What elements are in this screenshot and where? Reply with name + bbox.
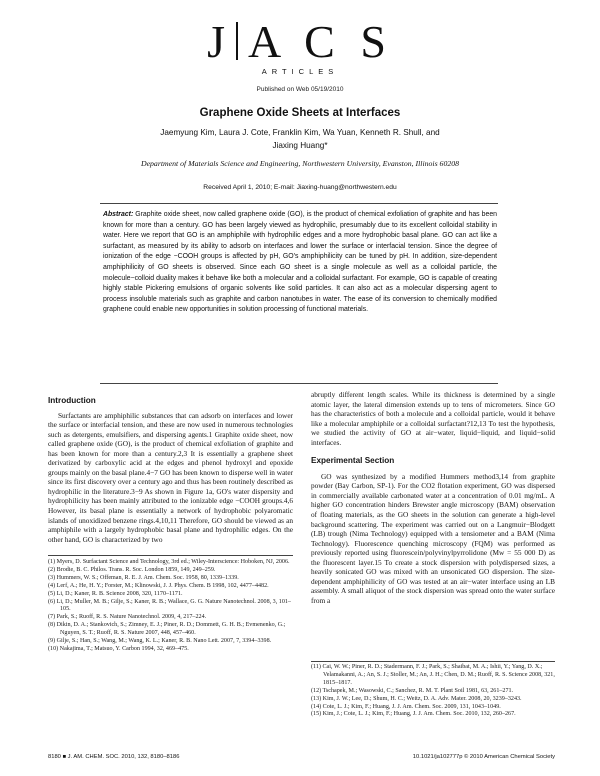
logo-left: J <box>207 16 232 67</box>
abstract-bottom-rule <box>100 383 498 384</box>
reference: (15) Kim, J.; Cote, L. J.; Kim, F.; Huang, J. J. Am. Chem. Soc. 2010, 132, 260–267. <box>311 711 516 718</box>
references-right <box>311 664 555 719</box>
right-column <box>311 390 555 605</box>
reference: (6) Li, D.; Muller, M. B.; Gilje, S.; Kaner, R. B.; Wallace, G. G. Nature Nanotechnol. 2008, 3, 101–105. <box>48 598 291 613</box>
continued-paragraph: abruptly different length scales. While its thickness is determined by a single atomic layer, the lateral dimension extends up to tens of micrometers. Since GO has the characteristics of both a molecule and a colloidal particle, would it behave like a molecular amphiphile or a colloidal surfactant?12,13 To test the hypothesis, we studied the activity of GO at air−water, liquid−liquid, and liquid−solid interfaces. <box>311 390 555 447</box>
reference: (8) Dikin, D. A.; Stankovich, S.; Zimney, E. J.; Piner, R. D.; Dommett, G. H. B.; Evmenenko, G.; Nguyen, S. T.; Ruoff, R. S. Nature 2007, 448, 457–460. <box>48 622 286 637</box>
experimental-heading: Experimental Section <box>311 456 395 466</box>
abstract-label: Abstract: <box>103 211 134 218</box>
references-rule-left <box>48 555 293 556</box>
section-label: ARTICLES <box>261 67 339 76</box>
logo-divider <box>236 22 238 60</box>
reference: (10) Nakajima, T.; Matsuo, Y. Carbon 1994, 32, 469–475. <box>48 645 189 652</box>
reference: (3) Hummers, W. S.; Offeman, R. E. J. Am. Chem. Soc. 1958, 80, 1339–1339. <box>48 574 239 581</box>
received-line: Received April 1, 2010; E-mail: Jiaxing-huang@northwestern.edu <box>203 184 397 191</box>
journal-logo <box>0 18 600 66</box>
abstract-body: Graphite oxide sheet, now called graphene oxide (GO), is the product of chemical exfoliation of graphite and has been known for more than a century. GO has been largely viewed as hydrophilic, presumably due to its excellent colloidal stability in water. Here we report that GO is an amphiphile with hydrophilic edges and a more hydrophobic basal plane. GO can act like a surfactant, as measured by its ability to adsorb on interfaces and lower the surface or interfacial tension. Since the degree of ionization of the edge −COOH groups is affected by pH, GO's amphiphilicity can be tuned by pH. In addition, size-dependent amphiphilicity of GO sheets is observed. Since each GO sheet is a single molecule as well as a colloidal particle, the molecule−colloid duality makes it behave like both a molecular and a colloidal surfactant. For example, GO is capable of creating highly stable Pickering emulsions of organic solvents like solid particles. It can also act as a molecular dispersing agent to process insoluble materials such as graphite and carbon nanotubes in water. The ease of its conversion to chemically modified graphene could enable new opportunities in solution processing of functional materials. <box>103 211 497 314</box>
footer-doi: 10.1021/ja102777p © 2010 American Chemical Society <box>412 754 555 760</box>
affiliation: Department of Materials Science and Engineering, Northwestern University, Evanston, Illinois 60208 <box>140 159 460 168</box>
article-title: Graphene Oxide Sheets at Interfaces <box>199 107 401 119</box>
reference: (11) Cai, W. W.; Piner, R. D.; Stadermann, F. J.; Park, S.; Shaibat, M. A.; Ishii, Y.; Yang, D. X.; Velamakanni, A.; An, S. J.; Stoller, M.; An, J. H.; Chen, D. M.; Ruoff, R. S. Science 2008, 321, 1815–1817. <box>311 664 555 686</box>
abstract-top-rule <box>100 203 498 204</box>
reference: (4) Lerf, A.; He, H. Y.; Forster, M.; Klinowski, J. J. Phys. Chem. B 1998, 102, 4477–4482. <box>48 582 269 589</box>
logo-right: A C S <box>247 16 393 67</box>
introduction-paragraph: Surfactants are amphiphilic substances that can adsorb on interfaces and lower the surface or interfacial tension, and these are now used in numerous technologies such as detergents, emulsifiers, and dispersing agents.1 Graphite oxide sheet, now called graphene oxide (GO), is the product of chemical exfoliation of graphite and has been known for more than a century.2,3 It is essentially a graphene sheet derivatized by carboxylic acid at the edges and phenol hydroxyl and epoxide groups mainly on the basal plane.4−7 GO has been known to disperse well in water since its first discovery over a century ago and thus has been routinely described as hydrophilic in the literature.3−9 As shown in Figure 1a, GO's water dispersity and hydrophilicity has been mainly attributed to the ionizable edge −COOH groups.4,6 However, its basal plane is essentially a network of hydrophobic polyaromatic islands of unoxidized benzene rings.4,10,11 Therefore, GO should be viewed as an amphiphile with a largely hydrophobic basal plane and hydrophilic edges. On the other hand, GO is characterized by two <box>48 410 293 544</box>
reference: (2) Brodie, B. C. Philos. Trans. R. Soc. London 1859, 149, 249–259. <box>48 566 216 573</box>
reference: (14) Cote, L. J.; Kim, F.; Huang, J. J. Am. Chem. Soc. 2009, 131, 1043–1049. <box>311 703 501 710</box>
reference: (13) Kim, J. W.; Lee, D.; Shum, H. C.; Weitz, D. A. Adv. Mater. 2008, 20, 3239–3243. <box>311 695 522 702</box>
reference: (1) Myers, D. Surfactant Science and Technology, 3rd ed.; Wiley-Interscience: Hoboken, NJ, 2006. <box>48 559 290 565</box>
abstract <box>103 210 497 316</box>
reference: (9) Gilje, S.; Han, S.; Wang, M.; Wang, K. L.; Kaner, R. B. Nano Lett. 2007, 7, 3394–3398. <box>48 638 272 645</box>
published-date: Published on Web 05/19/2010 <box>256 86 344 93</box>
author-list: Jaemyung Kim, Laura J. Cote, Franklin Kim, Wa Yuan, Kenneth R. Shull, and Jiaxing Huang* <box>160 128 440 150</box>
references-left <box>48 559 293 654</box>
experimental-paragraph: GO was synthesized by a modified Hummers method3,14 from graphite powder (Bay Carbon, SP-1). For the CO2 flotation experiment, GO was dispersed in commercially available carbonated water at a concentration of 0.01 mg/mL. A higher GO concentration hinders Brewster angle microscopy (BAM) observation of floating materials, as the GO sheets in the solution can generate a high-level background scattering. The experiment was carried out on a Langmuir−Blodgett (LB) trough (Nima Technology) equipped with a tensiometer and a BAM (Nima Technology). Fluorescence quenching microscopy (FQM) was performed as previously reported using fluorescein/polyvinylpyrrolidone (Mw = 55 000 D) as the fluorescent layer.15 To create a stock dispersion with polydispersed sizes, a heavily sonicated GO was mixed with an unsonicated GO dispersion. The size-dependent amphiphilicity of GO was tested at an air−water interface using an LB assembly. A small aliquot of the stock dispersion was spread onto the water surface from a <box>311 471 555 605</box>
introduction-heading: Introduction <box>48 396 96 405</box>
references-rule-right <box>311 661 555 662</box>
reference: (7) Park, S.; Ruoff, R. S. Nature Nanotechnol. 2009, 4, 217–224. <box>48 614 207 621</box>
footer-citation: 8180 ■ J. AM. CHEM. SOC. 2010, 132, 8180–8186 <box>48 754 180 760</box>
reference: (5) Li, D.; Kaner, R. B. Science 2008, 320, 1170–1171. <box>48 590 183 597</box>
left-column <box>48 396 293 544</box>
reference: (12) Tschapek, M.; Wasowski, C.; Sanchez, R. M. T. Plant Soil 1981, 63, 261–271. <box>311 687 514 694</box>
